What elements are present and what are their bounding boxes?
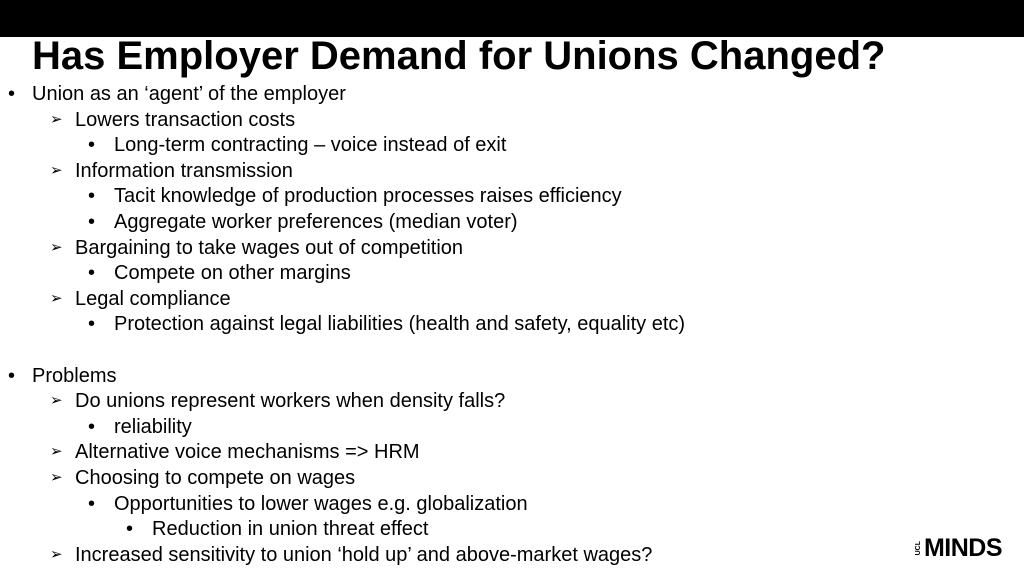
bullet-text: Legal compliance [75, 287, 231, 310]
arrow-bullet-icon: ➢ [50, 392, 63, 410]
arrow-bullet-icon: ➢ [50, 238, 63, 256]
bullet-text: Bargaining to take wages out of competition [75, 236, 464, 259]
ucl-minds-logo [915, 533, 1002, 563]
bullet-text: Protection against legal liabilities (health and safety, equality etc) [114, 313, 686, 336]
bullet-text: Alternative voice mechanisms => HRM [75, 441, 420, 464]
bullet-text: Lowers transaction costs [75, 108, 296, 131]
top-black-bar [0, 0, 1024, 37]
bullet-text: Aggregate worker preferences (median voter) [114, 211, 518, 233]
dot-bullet-icon: • [126, 518, 134, 541]
arrow-bullet-icon: ➢ [50, 443, 63, 461]
dot-bullet-icon: • [8, 83, 16, 105]
bullet-text: Information transmission [75, 159, 293, 182]
logo-prefix: UCL [914, 540, 922, 556]
dot-bullet-icon: • [88, 492, 96, 515]
arrow-bullet-icon: ➢ [50, 545, 63, 563]
dot-bullet-icon: • [88, 211, 96, 233]
bullet-text: Reduction in union threat effect [152, 518, 429, 541]
dot-bullet-icon: • [88, 262, 96, 285]
dot-bullet-icon: • [88, 415, 96, 438]
bullet-text: Tacit knowledge of production processes raises efficiency [114, 185, 622, 208]
dot-bullet-icon: • [8, 364, 16, 387]
bullet-text: Choosing to compete on wages [75, 467, 356, 489]
dot-bullet-icon: • [88, 185, 96, 208]
dot-bullet-icon: • [88, 313, 96, 336]
bullet-text: Long-term contracting – voice instead of exit [114, 134, 507, 157]
arrow-bullet-icon: ➢ [50, 289, 63, 307]
bullet-text: reliability [114, 415, 192, 438]
bullet-text: Do unions represent workers when density falls? [75, 390, 506, 413]
bullet-text: Increased sensitivity to union ‘hold up’ and above-market wages? [75, 543, 653, 566]
arrow-bullet-icon: ➢ [50, 161, 63, 179]
bullet-text: Opportunities to lower wages e.g. globalization [114, 492, 528, 515]
logo-name: MINDS [923, 534, 1002, 562]
bullet-text: Compete on other margins [114, 262, 351, 285]
bullet-text: Problems [32, 364, 117, 387]
arrow-bullet-icon: ➢ [50, 110, 63, 128]
slide-title: Has Employer Demand for Unions Changed? [32, 34, 886, 78]
arrow-bullet-icon: ➢ [50, 469, 63, 486]
dot-bullet-icon: • [88, 134, 96, 157]
bullet-text: Union as an ‘agent’ of the employer [32, 83, 346, 105]
